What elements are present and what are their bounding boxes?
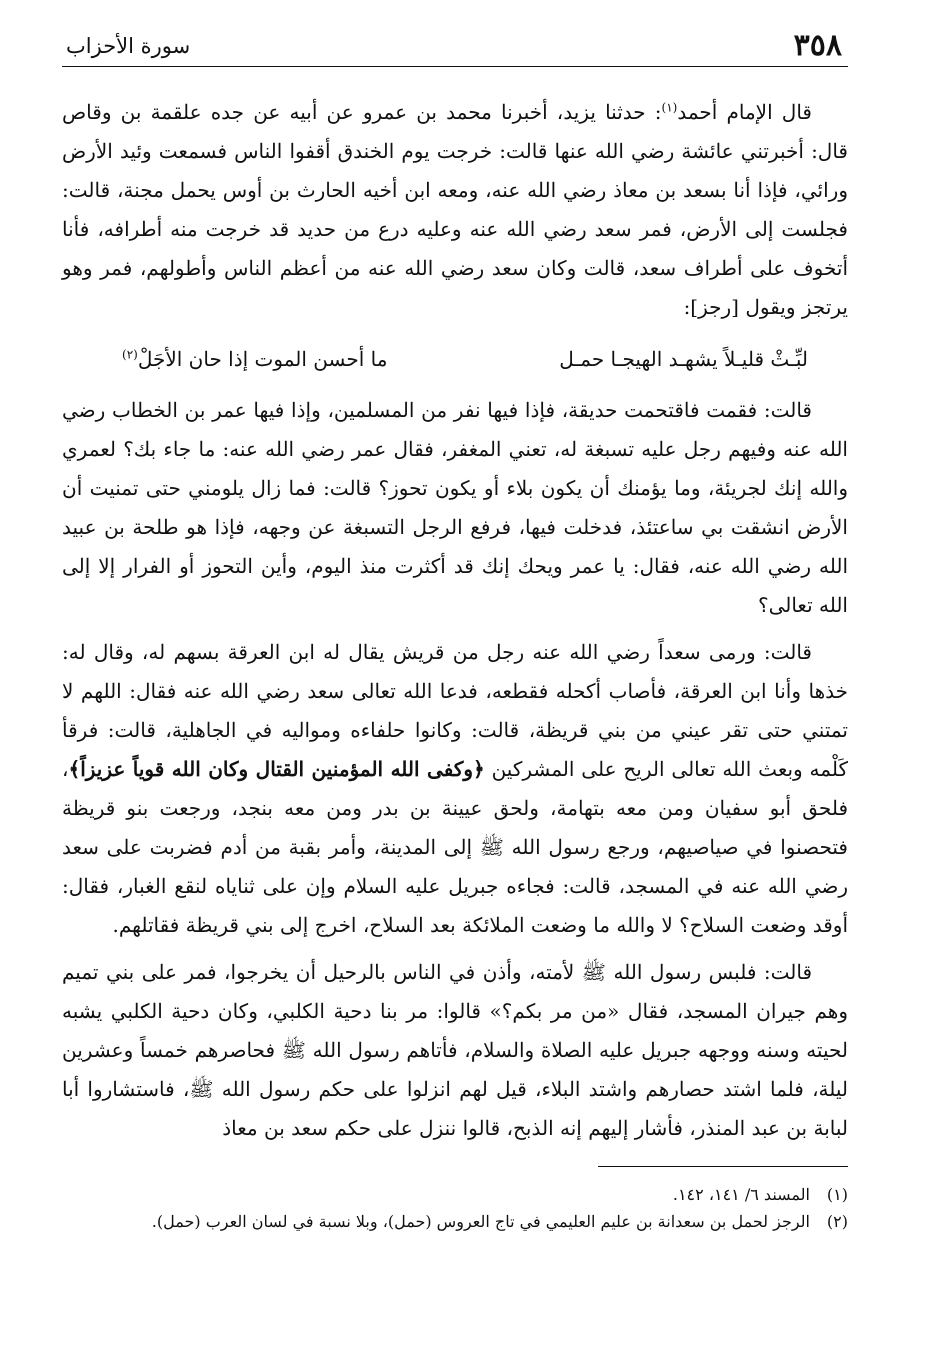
paragraph: قالت: ورمى سعداً رضي الله عنه رجل من قريش يقال له ابن العرقة بسهم له، وقال له: خذها وأنا ابن العرقة، فأصاب أكحله فقطعه، فدعا الله تعالى سعد رضي الله عنه فقال: اللهم لا تمتني حتى تقر عيني من بني قريظة، قالت: وكانوا حلفاءه ومواليه في الجاهلية، قالت: فرقأ كَلْمه وبعث الله تعالى الريح على المشركين ﴿وكفى الله المؤمنين القتال وكان الله قوياً عزيزاً﴾، فلحق أبو سفيان ومن معه بتهامة، ولحق عيينة بن بدر ومن معه بنجد، ورجعت بنو قريظة فتحصنوا في صياصيهم، ورجع رسول الله ﷺ إلى المدينة، وأمر بقبة من أدم فضربت على سعد رضي الله عنه في المسجد، قالت: فجاءه جبريل عليه السلام وإن على ثناياه لنقع الغبار، فقال: أوقد وضعت السلاح؟ لا والله ما وضعت الملائكة بعد السلاح، اخرج إلى بني قريظة فقاتلهم. xyxy=(62,640,848,937)
book-page xyxy=(62,14,848,1354)
footnote-ref: (٢) xyxy=(122,347,138,362)
footnote xyxy=(62,1208,848,1235)
footnote-ref: (١) xyxy=(661,100,678,115)
paragraph: قال الإمام أحمد$^{(١)}$: حدثنا يزيد، أخبرنا محمد بن عمرو عن أبيه عن جده علقمة بن وقاص قال: أخبرتني عائشة رضي الله عنها قالت: خرجت يوم الخندق أقفوا الناس فسمعت وئيد الأرض ورائي، فإذا أنا بسعد بن معاذ رضي الله عنه، ومعه ابن أخيه الحارث بن أوس يحمل مجنة، قالت: فجلست إلى الأرض، فمر سعد رضي الله عنه وعليه درع من حديد قد خرجت منه أطرافه، فأنا أتخوف على أطراف سعد، قالت وكان سعد رضي الله عنه من أعظم الناس وأطولهم، فمر وهو يرتجز ويقول [رجز]: xyxy=(62,100,848,319)
paragraph: قالت: فقمت فاقتحمت حديقة، فإذا فيها نفر من المسلمين، وإذا فيها عمر بن الخطاب رضي الله عنه وفيهم رجل عليه تسبغة له، تعني المغفر، فقال عمر رضي الله عنه: ما جاء بك؟ لعمري والله إنك لجريئة، وما يؤمنك أن يكون بلاء أو يكون تحوز؟ قالت: فما زال يلومني حتى تمنيت أن الأرض انشقت بي ساعتئذ، فدخلت فيها، فرفع الرجل التسبغة عن وجهه، فإذا هو طلحة بن عبيد الله رضي الله عنه، فقال: يا عمر ويحك إنك قد أكثرت منذ اليوم، وأين التحوز أو الفرار إلا إلى الله تعالى؟ xyxy=(62,398,848,617)
footnote-text: المسند ٦/ ١٤١، ١٤٢. xyxy=(672,1185,810,1204)
paragraph: قالت: فلبس رسول الله ﷺ لأمته، وأذن في الناس بالرحيل أن يخرجوا، فمر على بني تميم وهم جيران المسجد، فقال «من مر بكم؟» قالوا: مر بنا دحية الكلبي، وكان دحية الكلبي يشبه لحيته وسنه ووجهه جبريل عليه الصلاة والسلام، فأتاهم رسول الله ﷺ فحاصرهم خمساً وعشرين ليلة، فلما اشتد حصارهم واشتد البلاء، قيل لهم انزلوا على حكم رسول الله ﷺ، فاستشاروا أبا لبابة بن عبد المنذر، فأشار إليهم إنه الذبح، قالوا ننزل على حكم سعد بن معاذ xyxy=(62,960,849,1140)
footnotes xyxy=(62,1181,848,1235)
verse-first-hemistich: لبِّـثْ قليـلاً يشهـد الهيجـا حمـل xyxy=(559,347,808,371)
verse-second-hemistich: ما أحسن الموت إذا حان الأجَلْ$^{(٢)}$ xyxy=(122,347,388,371)
surah-title: سورة الأحزاب xyxy=(66,34,191,58)
quran-verse: ﴿وكفى الله المؤمنين القتال وكان الله قوياً عزيزاً﴾ xyxy=(68,757,485,781)
page-header xyxy=(62,14,848,67)
page-number: ٣٥٨ xyxy=(793,28,842,63)
poetry-verse xyxy=(62,335,848,383)
footnote-divider xyxy=(598,1166,848,1167)
main-text xyxy=(62,93,848,1148)
footnote-mark: (١) xyxy=(826,1185,848,1204)
footnote xyxy=(62,1181,848,1208)
footnote-text: الرجز لحمل بن سعدانة بن عليم العليمي في تاج العروس (حمل)، وبلا نسبة في لسان العرب (حمل). xyxy=(151,1212,810,1231)
footnote-mark: (٢) xyxy=(826,1212,848,1231)
